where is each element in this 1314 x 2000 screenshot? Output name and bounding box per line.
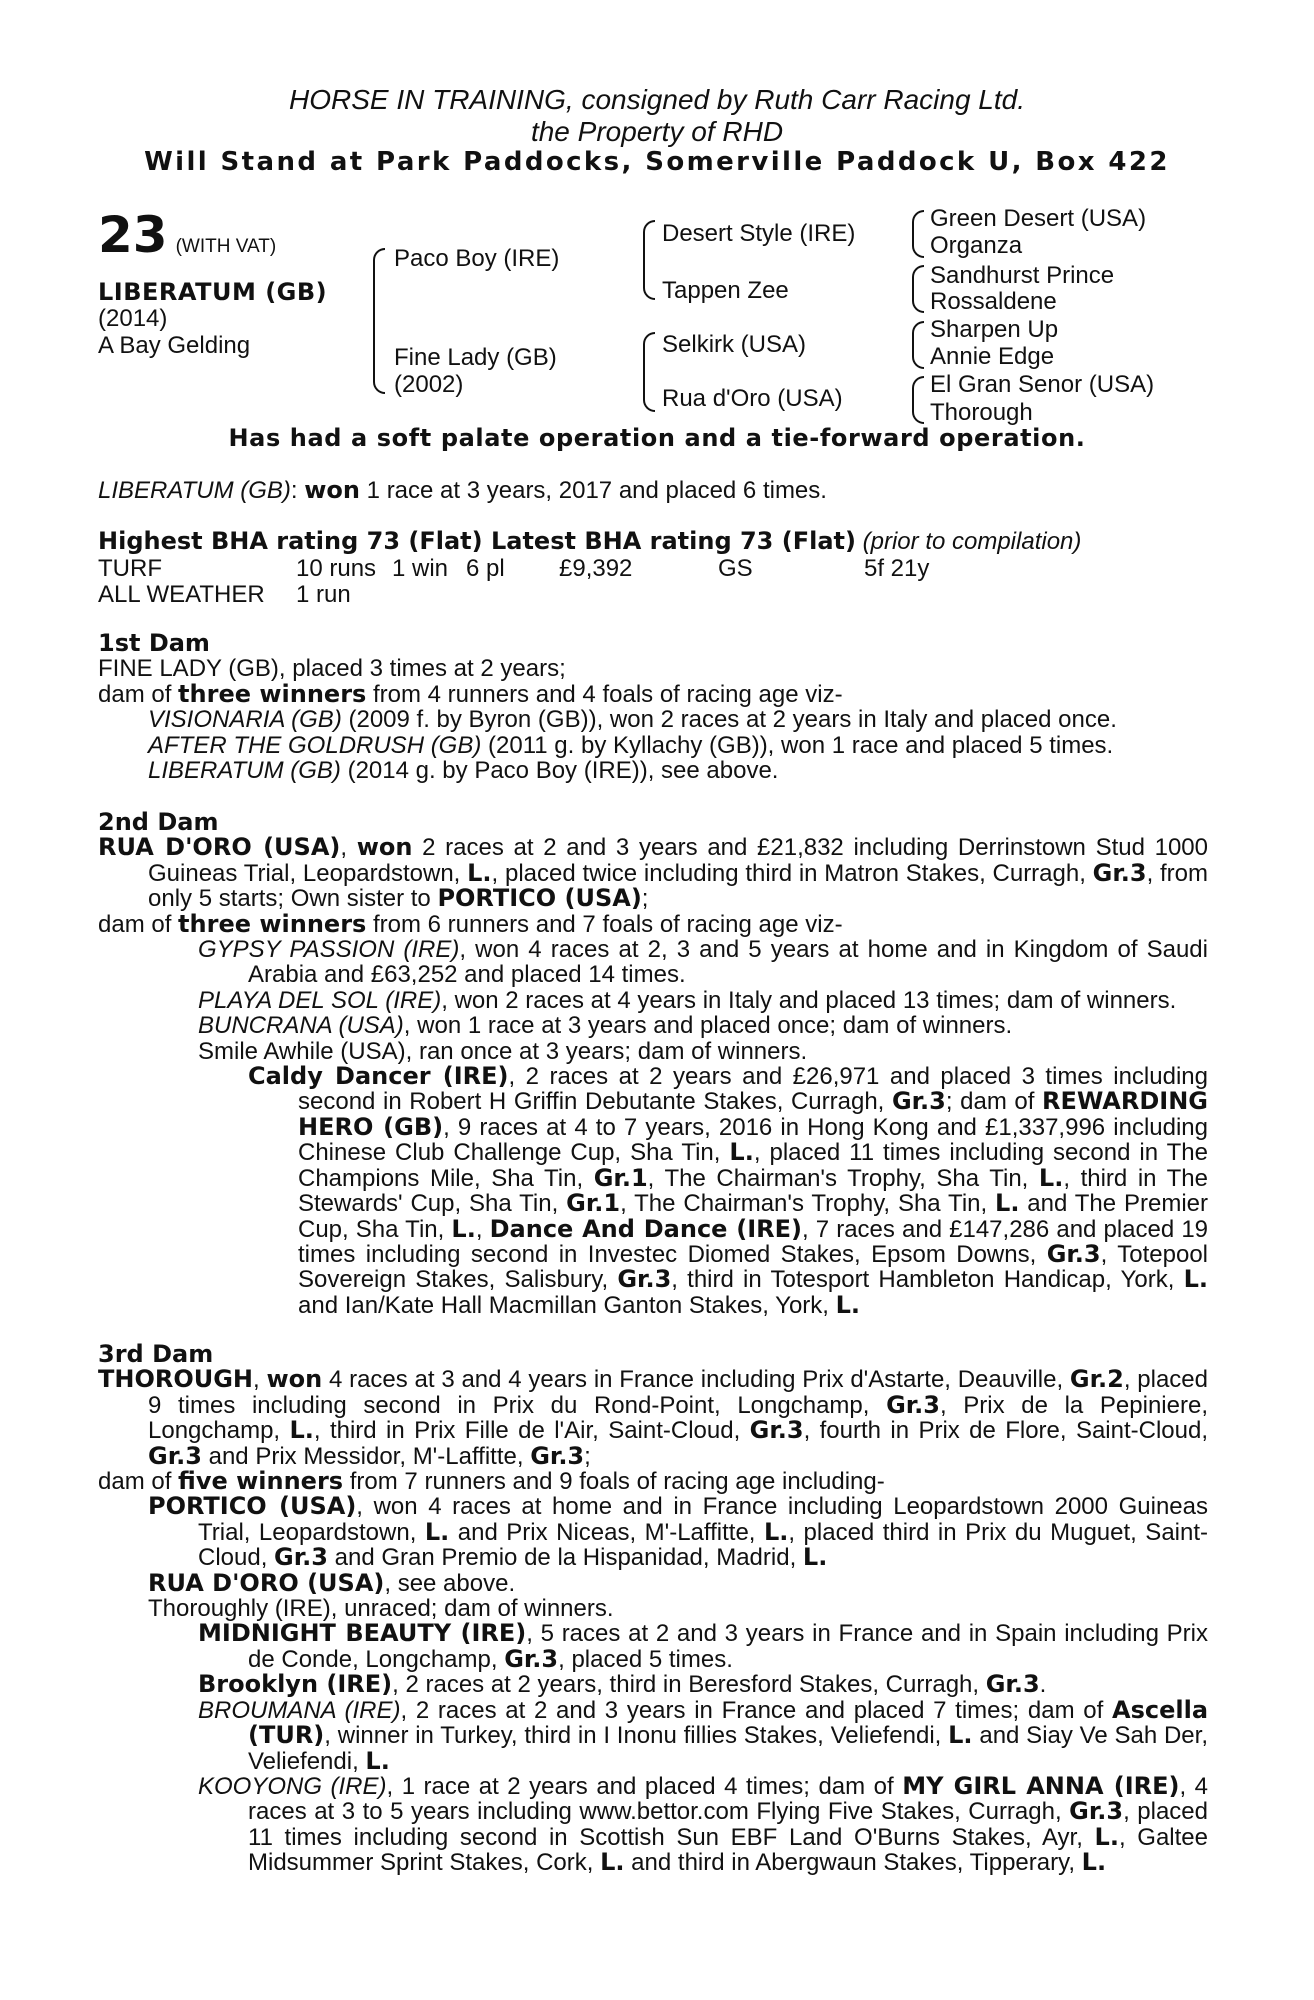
text: , placed 11 times including second in Scottish Sun EBF Land O'Burns Stakes, Ayr, (248, 1798, 1208, 1851)
produce-name: Brooklyn (IRE) (198, 1670, 393, 1699)
race-grade: L. (1183, 1265, 1208, 1294)
text: and third in Abergwaun Stakes, Tipperary, (624, 1849, 1082, 1877)
horse-year: (2014) (98, 305, 168, 332)
dam-of-text: dam of (98, 910, 179, 938)
text: , 5 races at 2 and 3 years in France and in Spain including Prix de Conde, Longchamp, (248, 1620, 1209, 1673)
pedigree-brace (643, 220, 655, 300)
text: 2 races at 2 and 3 years and £21,832 including Derrinstown Stud 1000 Guineas Trial, Leopardstown, (148, 834, 1208, 887)
produce-name: PLAYA DEL SOL (IRE) (198, 986, 442, 1014)
dam-name: THOROUGH (98, 1365, 254, 1394)
property-line: the Property of RHD (530, 116, 784, 147)
sire-dam: Tappen Zee (662, 277, 789, 304)
text: , 9 races at 4 to 7 years, 2016 in Hong Kong and £1,337,996 including Chinese Club Challenge Cup, Sha Tin, (298, 1113, 1208, 1167)
dam-sire: Selkirk (USA) (662, 331, 807, 358)
text: , (475, 1215, 490, 1243)
race-grade: L. (424, 1517, 450, 1546)
produce-item (98, 1621, 1208, 1672)
produce-item (98, 937, 1208, 988)
race-grade: L. (1094, 1822, 1119, 1851)
third-gen-8: Thorough (930, 399, 1033, 426)
produce-item: Thoroughly (IRE), unraced; dam of winners. (148, 1595, 614, 1623)
produce-item: Smile Awhile (USA), ran once at 3 years; dam of winners. (198, 1037, 808, 1065)
produce-name: REWARDING HERO (GB) (298, 1087, 1208, 1141)
text: and Ian/Kate Hall Macmillan Ganton Stakes, York, (298, 1291, 836, 1319)
ratings-heading: Highest BHA rating 73 (Flat) Latest BHA rating 73 (Flat) (98, 527, 856, 555)
produce-item (98, 733, 1208, 758)
race-grade: L. (729, 1138, 754, 1167)
dam-of-text: dam of (98, 680, 179, 708)
text: , The Chairman's Trophy, Sha Tin, (620, 1190, 996, 1218)
turf-label: TURF (98, 555, 162, 582)
winners-count: five winners (178, 1467, 344, 1496)
text: , third in Totesport Hambleton Handicap, York, (671, 1266, 1184, 1294)
summary-won: won (304, 476, 360, 504)
produce-name: Dance And Dance (IRE) (489, 1214, 802, 1243)
lot-block (98, 206, 276, 264)
consignor-line: HORSE IN TRAINING, consigned by Ruth Carr Racing Ltd. (288, 84, 1026, 115)
race-grade: Gr.3 (1046, 1239, 1101, 1268)
pedigree-brace (912, 321, 924, 369)
race-grade: L. (1038, 1163, 1064, 1192)
dam-dam: Rua d'Oro (USA) (662, 385, 843, 412)
operation-note: Has had a soft palate operation and a tie-forward operation. (228, 424, 1086, 452)
race-grade: Gr.3 (504, 1644, 559, 1673)
ratings-block (98, 529, 1208, 554)
text: and Prix Messidor, M'-Laffitte, (201, 1442, 531, 1470)
text: , see above. (384, 1569, 516, 1597)
produce-name: LIBERATUM (GB) (148, 757, 341, 785)
horse-name: LIBERATUM (GB) (98, 278, 328, 306)
pedigree-brace (912, 376, 924, 424)
third-gen-3: Sandhurst Prince (930, 262, 1115, 289)
produce-name: Caldy Dancer (IRE) (248, 1062, 509, 1091)
race-grade: Gr.3 (886, 1390, 940, 1419)
second-dam-heading: 2nd Dam (98, 808, 219, 836)
turf-distance: 5f 21y (864, 555, 930, 582)
sire-sire: Desert Style (IRE) (662, 220, 856, 247)
text: and Prix Niceas, M'-Laffitte, (449, 1518, 764, 1546)
text: 4 races at 3 and 4 years in France including Prix d'Astarte, Deauville, (322, 1366, 1070, 1394)
race-summary (98, 478, 1208, 503)
first-dam-line: FINE LADY (GB), placed 3 times at 2 years; (98, 655, 566, 683)
race-grade: Gr.3 (274, 1543, 328, 1572)
race-grade: L. (835, 1290, 861, 1319)
race-grade: L. (802, 1543, 828, 1572)
produce-item (98, 1013, 1208, 1038)
third-gen-5: Sharpen Up (930, 316, 1059, 343)
produce-name: PORTICO (USA) (148, 1492, 357, 1521)
pedigree-brace (912, 265, 924, 313)
race-grade: Gr.3 (891, 1087, 946, 1116)
produce-item (98, 1695, 1209, 1775)
produce-name: Ascella (TUR) (248, 1695, 1209, 1750)
produce-item (98, 1064, 1208, 1318)
text: , placed third in Prix du Muguet, Saint-Cloud, (198, 1518, 1209, 1572)
produce-item (98, 1568, 1208, 1597)
race-grade: L. (467, 858, 492, 887)
horse-link-text: PORTICO (USA) (437, 884, 642, 913)
text: ; dam of (945, 1088, 1043, 1116)
turf-prize-money: £9,392 (559, 555, 633, 582)
dam-of-text: dam of (98, 1468, 179, 1496)
produce-item (98, 707, 1208, 732)
race-grade: Gr.1 (566, 1189, 621, 1218)
produce-name: MY GIRL ANNA (IRE) (902, 1771, 1180, 1800)
all-weather-runs: 1 run (296, 581, 351, 608)
race-grade: L. (995, 1189, 1020, 1218)
text: , placed 5 times. (558, 1645, 733, 1673)
produce-item (98, 758, 1208, 783)
text: , Totepool Sovereign Stakes, Salisbury, (298, 1240, 1209, 1294)
third-gen-6: Annie Edge (930, 343, 1055, 370)
text: , Prix de la Pepiniere, Longchamp, (148, 1391, 1208, 1445)
first-dam-section (98, 631, 1208, 783)
produce-name: VISIONARIA (GB) (148, 706, 342, 734)
produce-name: BROUMANA (IRE) (198, 1696, 401, 1724)
produce-item (98, 1672, 1208, 1697)
text: , 4 races at 3 to 5 years including www.bettor.com Flying Five Stakes, Curragh, (248, 1772, 1209, 1826)
second-dam-section (98, 810, 1208, 1318)
text: , 2 races at 2 years, third in Beresford Stakes, Curragh, (392, 1671, 986, 1699)
third-dam-heading: 3rd Dam (98, 1340, 214, 1368)
text: , third in Prix Fille de l'Air, Saint-Cloud, (313, 1417, 750, 1445)
race-grade: L. (289, 1416, 314, 1445)
third-gen-1: Green Desert (USA) (930, 205, 1147, 232)
text: . (1039, 1671, 1047, 1699)
dam-year: (2002) (394, 371, 464, 398)
won-text: won (356, 833, 413, 862)
pedigree-brace (912, 210, 924, 258)
produce-record: , won 4 races at 2, 3 and 5 years at home and in Kingdom of Saudi Arabia and £63,252 and placed 14 times. (248, 936, 1208, 989)
third-gen-7: El Gran Senor (USA) (930, 371, 1155, 398)
text: ; (584, 1442, 591, 1470)
text: and Siay Ve Sah Der, Veliefendi, (248, 1722, 1208, 1775)
produce-name: KOOYONG (IRE) (198, 1772, 387, 1800)
produce-record: (2014 g. by Paco Boy (IRE)), see above. (340, 757, 779, 785)
vat-label: (WITH VAT) (175, 236, 277, 257)
text: , 2 races at 2 and 3 years in France and placed 7 times; dam of (400, 1696, 1112, 1724)
runners-text: from 6 runners and 7 foals of racing age viz- (366, 910, 843, 938)
second-dam-record (98, 835, 1208, 911)
third-dam-section (98, 1342, 1208, 1876)
turf-going: GS (718, 555, 753, 582)
horse-description: A Bay Gelding (98, 332, 251, 359)
dam-name: RUA D'ORO (USA) (98, 833, 341, 862)
sire: Paco Boy (IRE) (394, 245, 560, 272)
text: and Gran Premio de la Hispanidad, Madrid, (327, 1544, 803, 1572)
runners-text: from 7 runners and 9 foals of racing age including- (343, 1468, 885, 1496)
third-gen-2: Organza (930, 232, 1023, 259)
race-grade: Gr.2 (1069, 1365, 1124, 1394)
produce-item (98, 1494, 1208, 1570)
race-grade: Gr.3 (1069, 1797, 1124, 1826)
summary-text: 1 race at 3 years, 2017 and placed 6 times. (366, 477, 827, 504)
produce-record: , won 2 races at 4 years in Italy and placed 13 times; dam of winners. (441, 986, 1177, 1014)
third-gen-4: Rossaldene (930, 288, 1057, 315)
race-grade: Gr.3 (1092, 858, 1147, 887)
winners-count: three winners (178, 679, 367, 708)
race-grade: Gr.3 (749, 1416, 804, 1445)
turf-placed: 6 pl (466, 555, 505, 582)
produce-name: BUNCRANA (USA) (198, 1012, 404, 1040)
text: , (340, 834, 357, 862)
race-grade: Gr.1 (593, 1163, 648, 1192)
text: , winner in Turkey, third in I Inonu fillies Stakes, Veliefendi, (324, 1722, 949, 1750)
produce-name: GYPSY PASSION (IRE) (198, 936, 460, 964)
won-text: won (266, 1365, 323, 1394)
lot-number: 23 (98, 206, 168, 264)
pedigree-brace (373, 248, 385, 394)
turf-wins: 1 win (392, 555, 449, 582)
third-dam-record (98, 1367, 1208, 1469)
text: , placed 9 times including second in Prix du Rond-Point, Longchamp, (148, 1366, 1208, 1419)
first-dam-heading: 1st Dam (98, 629, 210, 657)
race-grade: L. (600, 1848, 625, 1877)
runners-text: from 4 runners and 4 foals of racing age viz- (366, 680, 843, 708)
race-grade: Gr.3 (617, 1265, 672, 1294)
produce-record: (2009 f. by Byron (GB)), won 2 races at 2 years in Italy and placed once. (341, 706, 1117, 734)
summary-colon: : (290, 477, 298, 504)
text: and The Premier Cup, Sha Tin, (298, 1190, 1208, 1243)
produce-name: RUA D'ORO (USA) (148, 1568, 385, 1597)
text: , (253, 1366, 267, 1394)
race-grade: Gr.3 (530, 1441, 585, 1470)
stand-location-line: Will Stand at Park Paddocks, Somerville Paddock U, Box 422 (144, 147, 1170, 177)
text: , from only 5 starts; Own sister to (148, 859, 1209, 913)
text: , won 4 races at home and in France including Leopardstown 2000 Guineas Trial, Leopardstown, (198, 1493, 1208, 1546)
ratings-heading-note: (prior to compilation) (862, 528, 1082, 555)
text: , 1 race at 2 years and placed 4 times; dam of (386, 1772, 903, 1800)
produce-item (98, 1771, 1209, 1877)
produce-record: (2011 g. by Kyllachy (GB)), won 1 race and placed 5 times. (481, 731, 1114, 759)
race-grade: Gr.3 (985, 1670, 1040, 1699)
dam: Fine Lady (GB) (394, 344, 557, 371)
winners-count: three winners (178, 909, 367, 938)
text: , fourth in Prix de Flore, Saint-Cloud, (803, 1417, 1209, 1445)
produce-record: , won 1 race at 3 years and placed once; dam of winners. (403, 1012, 1013, 1040)
produce-name: MIDNIGHT BEAUTY (IRE) (198, 1619, 527, 1648)
text: , placed twice including third in Matron Stakes, Curragh, (491, 859, 1093, 887)
text: , The Chairman's Trophy, Sha Tin, (647, 1164, 1039, 1192)
all-weather-label: ALL WEATHER (98, 581, 265, 608)
text: ; (641, 885, 649, 913)
race-grade: Gr.3 (148, 1441, 202, 1470)
race-grade: L. (1081, 1848, 1107, 1877)
race-grade: L. (763, 1517, 789, 1546)
text: , 2 races at 2 years and £26,971 and placed 3 times including second in Robert H Griffin Debutante Stakes, Curragh, (298, 1063, 1208, 1116)
summary-horse-name: LIBERATUM (GB) (98, 477, 291, 504)
text: , third in The Stewards' Cup, Sha Tin, (298, 1164, 1208, 1218)
turf-runs: 10 runs (296, 555, 377, 582)
race-grade: L. (948, 1721, 973, 1750)
text: , Galtee Midsummer Sprint Stakes, Cork, (248, 1823, 1208, 1877)
race-grade: L. (365, 1746, 390, 1775)
produce-name: AFTER THE GOLDRUSH (GB) (148, 731, 482, 759)
produce-item (98, 988, 1208, 1013)
text: , placed 11 times including second in The Champions Mile, Sha Tin, (298, 1139, 1208, 1192)
pedigree-brace (643, 332, 655, 412)
race-grade: L. (451, 1214, 476, 1243)
text: , 7 races and £147,286 and placed 19 times including second in Investec Diomed Stakes, Epsom Downs, (298, 1215, 1209, 1268)
